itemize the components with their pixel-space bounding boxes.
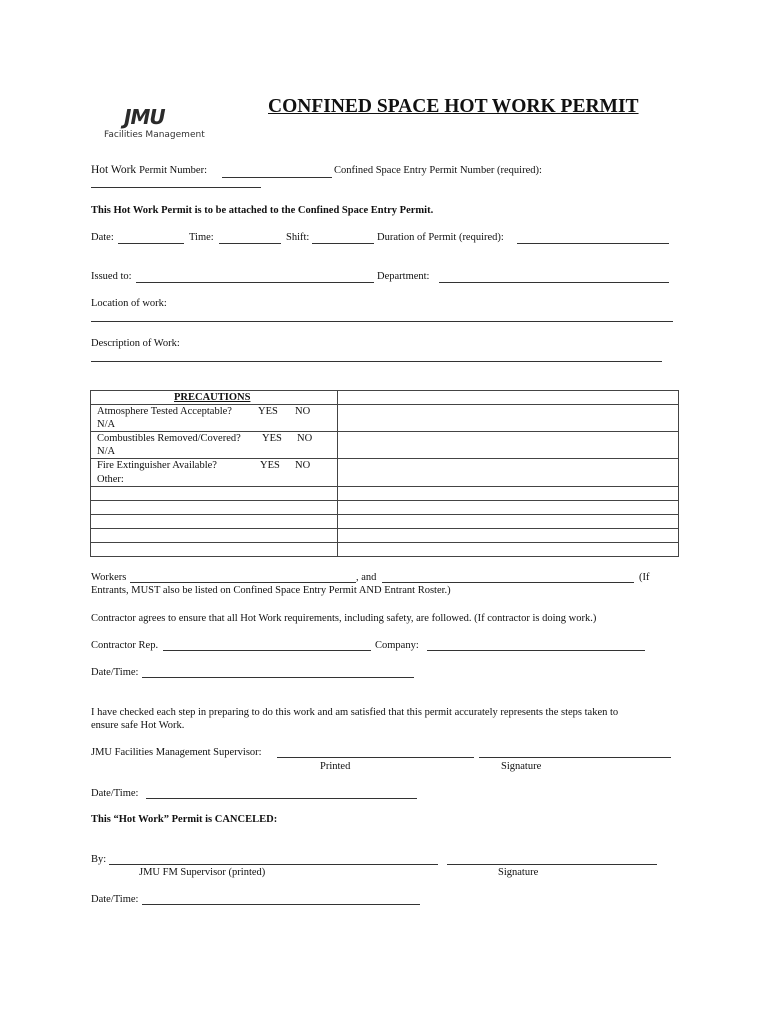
precaution-label: Combustibles Removed/Covered? [97, 433, 241, 444]
department-field[interactable] [439, 282, 669, 283]
attach-notice: This Hot Work Permit is to be attached to the Confined Space Entry Permit. [91, 205, 434, 216]
cancel-signature-field[interactable] [447, 864, 657, 865]
signature-caption: Signature [501, 761, 542, 772]
workers-and: , and [356, 572, 377, 583]
cancel-by-label: By: [91, 854, 107, 865]
description-field[interactable] [91, 361, 662, 362]
precaution-na[interactable]: N/A [97, 419, 116, 430]
confined-permit-number-label: Confined Space Entry Permit Number (required): [334, 165, 542, 176]
precaution-no[interactable]: NO [295, 406, 311, 417]
cancel-heading: This “Hot Work” Permit is CANCELED: [91, 814, 278, 825]
date-label: Date: [91, 232, 114, 243]
duration-field[interactable] [517, 243, 669, 244]
supervisor-datetime-field[interactable] [146, 798, 417, 799]
precaution-yes[interactable]: YES [258, 406, 278, 417]
cancel-datetime-label: Date/Time: [91, 894, 139, 905]
page-title: CONFINED SPACE HOT WORK PERMIT [268, 96, 639, 117]
precaution-no[interactable]: NO [295, 460, 311, 471]
department-label: Department: [377, 271, 430, 282]
table-row [90, 542, 679, 543]
location-label: Location of work: [91, 298, 167, 309]
company-label: Company: [375, 640, 419, 651]
precaution-yes[interactable]: YES [262, 433, 282, 444]
confined-permit-number-field[interactable] [91, 187, 261, 188]
supervisor-printed-field[interactable] [277, 757, 474, 758]
certification-text-2: ensure safe Hot Work. [91, 720, 185, 731]
table-row [90, 404, 679, 405]
workers-note: Entrants, MUST also be listed on Confined Space Entry Permit AND Entrant Roster.) [91, 585, 451, 596]
permit-number-label: Permit Number: [139, 165, 208, 176]
cancel-printed-field[interactable] [109, 864, 438, 865]
logo-subtitle: Facilities Management [104, 130, 205, 140]
contractor-rep-label: Contractor Rep. [91, 640, 159, 651]
table-row [90, 486, 679, 487]
table-row [90, 514, 679, 515]
table-row [90, 528, 679, 529]
precaution-label: Atmosphere Tested Acceptable? [97, 406, 232, 417]
table-row [90, 431, 679, 432]
precautions-table-divider [337, 390, 338, 557]
supervisor-datetime-label: Date/Time: [91, 788, 139, 799]
precaution-other-label: Other: [97, 474, 124, 485]
table-row [90, 458, 679, 459]
description-label: Description of Work: [91, 338, 180, 349]
jmu-logo [100, 105, 212, 145]
company-field[interactable] [427, 650, 645, 651]
issued-to-field[interactable] [136, 282, 374, 283]
table-row [90, 500, 679, 501]
precaution-na[interactable]: N/A [97, 446, 116, 457]
duration-label: Duration of Permit (required): [377, 232, 504, 243]
hot-work-permit-number-label [91, 164, 207, 176]
workers-field-2[interactable] [382, 582, 634, 583]
logo-brand: JMU [124, 105, 165, 129]
printed-caption: Printed [320, 761, 351, 772]
workers-note-start: (If [639, 572, 650, 583]
contractor-agreement: Contractor agrees to ensure that all Hot Work requirements, including safety, are followed. (If contractor is doing work.) [91, 613, 597, 624]
cancel-signature-caption: Signature [498, 867, 539, 878]
supervisor-signature-field[interactable] [479, 757, 671, 758]
date-field[interactable] [118, 243, 184, 244]
workers-field[interactable] [130, 582, 356, 583]
hot-work-permit-number-field[interactable] [222, 177, 332, 178]
shift-field[interactable] [312, 243, 374, 244]
precaution-label: Fire Extinguisher Available? [97, 460, 217, 471]
certification-text-1: I have checked each step in preparing to do this work and am satisfied that this permit accurately represents the steps taken to [91, 707, 619, 718]
location-field[interactable] [91, 321, 673, 322]
contractor-rep-field[interactable] [163, 650, 371, 651]
contractor-datetime-field[interactable] [142, 677, 414, 678]
shift-label: Shift: [286, 232, 310, 243]
time-field[interactable] [219, 243, 281, 244]
cancel-supervisor-caption: JMU FM Supervisor (printed) [139, 867, 266, 878]
cancel-datetime-field[interactable] [142, 904, 420, 905]
issued-to-label: Issued to: [91, 271, 132, 282]
time-label: Time: [189, 232, 214, 243]
precaution-no[interactable]: NO [297, 433, 313, 444]
workers-label: Workers [91, 572, 127, 583]
precautions-header: PRECAUTIONS [174, 392, 251, 403]
precaution-yes[interactable]: YES [260, 460, 280, 471]
supervisor-label: JMU Facilities Management Supervisor: [91, 747, 262, 758]
hot-work-prefix: Hot Work [91, 164, 137, 176]
contractor-datetime-label: Date/Time: [91, 667, 139, 678]
